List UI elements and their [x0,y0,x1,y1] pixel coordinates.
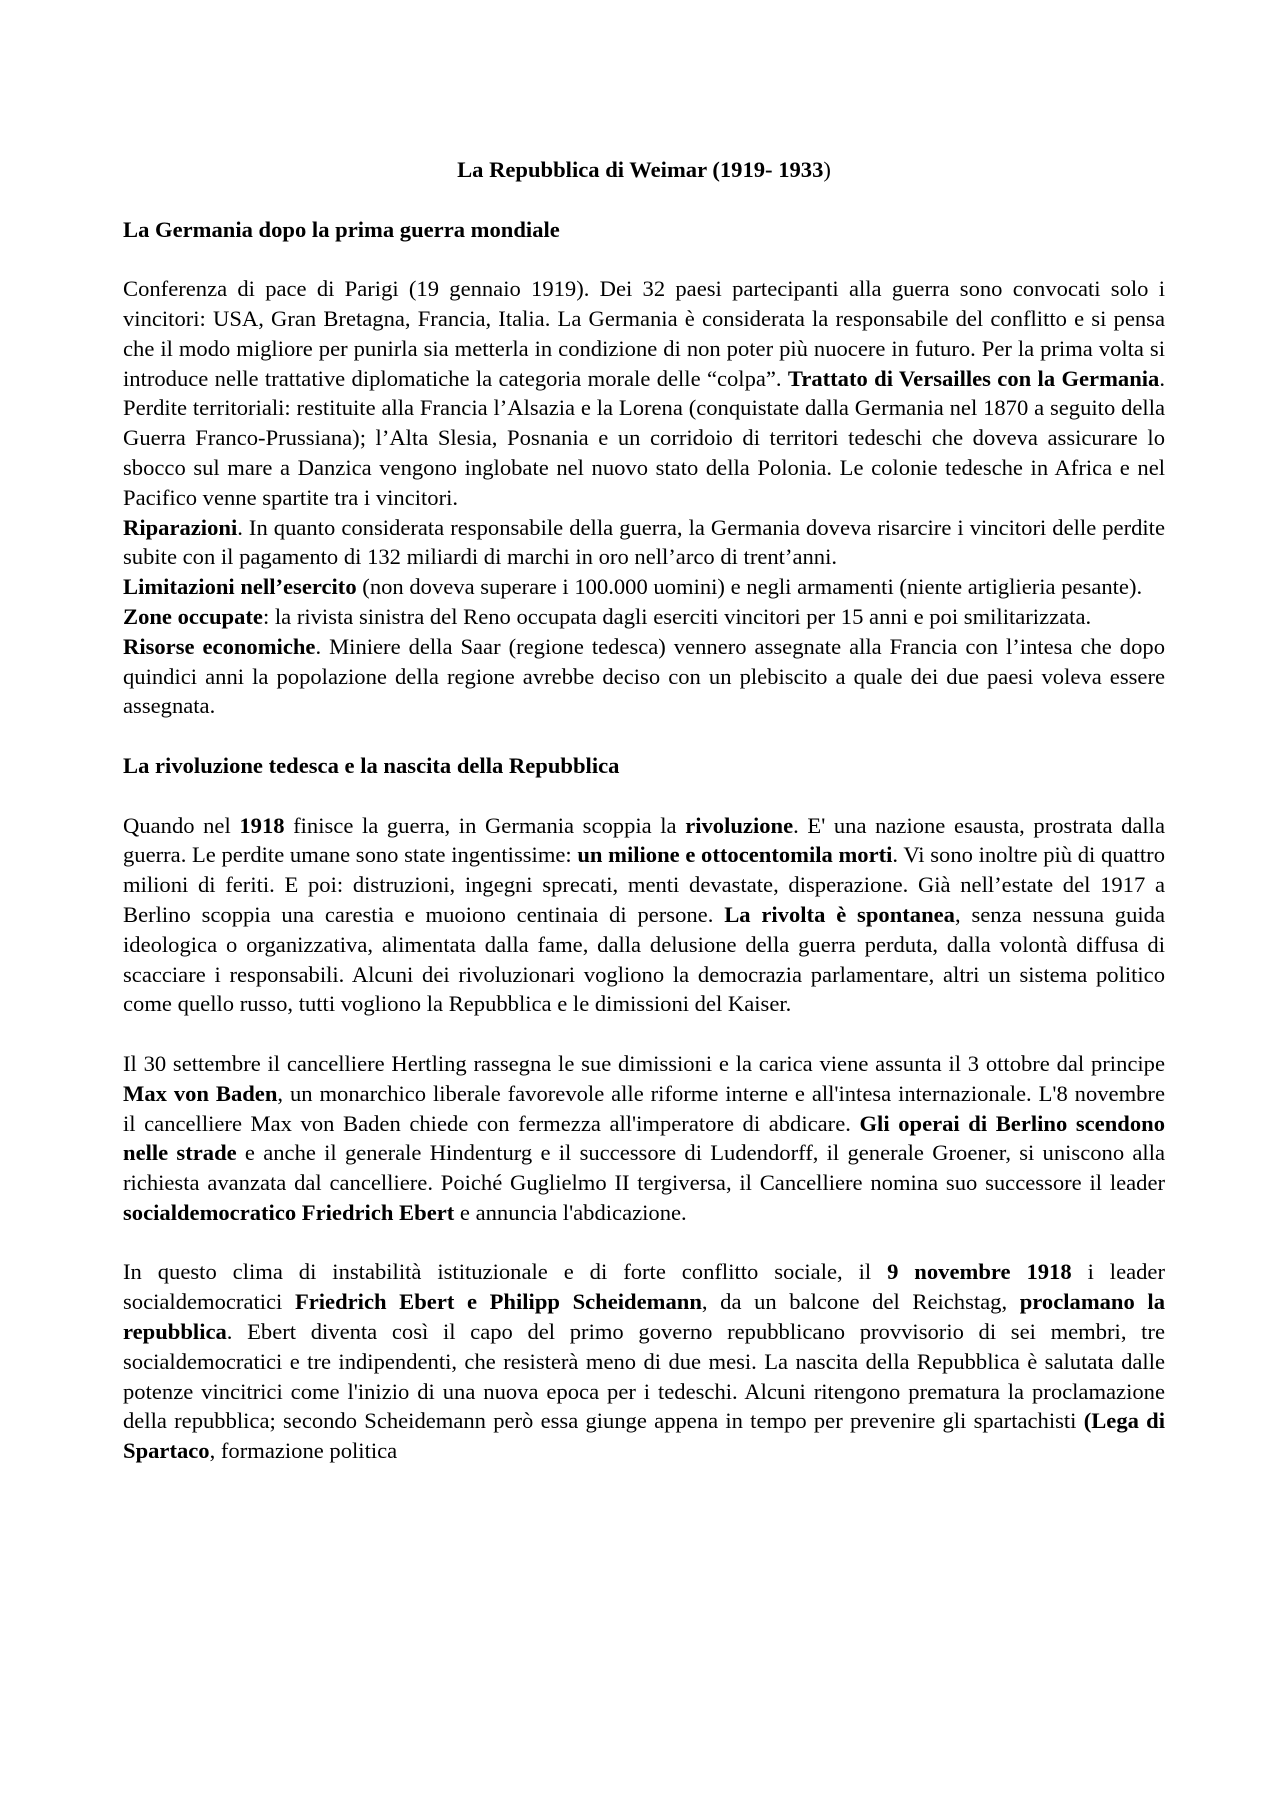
text-run: In questo clima di instabilità istituzionale e di forte conflitto sociale, il [123,1259,888,1285]
text-run: Quando nel [123,812,240,838]
bold-run: un milione e ottocentomila morti [577,842,893,868]
paragraph-proclamation [123,1257,1165,1466]
bold-run: Riparazioni [123,514,238,540]
text-run: . In quanto considerata responsabile della guerra, la Germania doveva risarcire i vincitori delle perdite subite con il pagamento di 132 miliardi di marchi in oro nell’arco di trent’anni. [123,514,1165,570]
paragraph-occupied-zones [123,602,1165,632]
section-heading-germany-after-war: La Germania dopo la prima guerra mondiale [123,216,560,242]
paragraph-economic-resources [123,632,1165,721]
bold-run: Max von Baden [123,1080,278,1106]
title-main: La Repubblica di Weimar (1919- 1933 [457,157,824,182]
text-run: . Ebert diventa così il capo del primo governo repubblicano provvisorio di sei membri, tre socialdemocratici e tre indipendenti, che resisterà meno di due mesi. La nascita della Repubblica è salutata dalle potenze vincitrici come l'inizio di una nuova epoca per i tedeschi. Alcuni ritengono prematura la proclamazione della repubblica; secondo Scheidemann però essa giunge appena in tempo per prevenire gli spartachisti [123,1319,1165,1434]
text-run: e anche il generale Hindenturg e il successore di Ludendorff, il generale Groener, si uniscono alla richiesta avanzata dal cancelliere. Poiché Guglielmo II tergiversa, il Cancelliere nomina suo successore il leader [123,1140,1165,1196]
text-run: e annuncia l'abdicazione. [454,1199,687,1225]
paragraph-reparations [123,513,1165,573]
text-run: . Vi sono inoltre più di quattro milioni di feriti. E poi: distruzioni, ingegni sprecati, menti devastate, disperazione. Già nell’estate del 1917 a Berlino scoppia una carestia e muoiono centinaia di persone. [123,842,1165,927]
text-run: Il 30 settembre il cancelliere Hertling rassegna le sue dimissioni e la carica viene assunta il 3 ottobre dal principe [123,1050,1165,1076]
text-run: , un monarchico liberale favorevole alle riforme interne e all'intesa internazionale. L'8 novembre il cancelliere Max von Baden chiede con fermezza all'imperatore di abdicare. [123,1080,1165,1136]
text-run: : la rivista sinistra del Reno occupata dagli eserciti vincitori per 15 anni e poi smilitarizzata. [262,603,1092,629]
paragraph-peace-conference [123,274,1165,512]
paragraph-army-limits [123,572,1165,602]
bold-run: Trattato di Versailles con la Germania [787,365,1160,391]
bold-run: Friedrich Ebert e Philipp Scheidemann [294,1289,702,1315]
text-run: , formazione politica [209,1438,398,1464]
document-title [123,155,1165,185]
bold-run: 9 novembre 1918 [887,1259,1072,1285]
section-heading-revolution: La rivoluzione tedesca e la nascita della Repubblica [123,752,620,778]
bold-run: rivoluzione [685,812,794,838]
bold-run: 1918 [239,812,285,838]
bold-run: Limitazioni nell’esercito [123,574,357,600]
bold-run: Gli operai di Berlino scendono nelle strade [123,1110,1165,1166]
paragraph-gap [123,1228,1165,1258]
text-run: , senza nessuna guida ideologica o organizzativa, alimentata dalla fame, dalla delusione della guerra perduta, dalla volontà diffusa di scacciare i responsabili. Alcuni dei rivoluzionari vogliono la democrazia parlamentare, altri un sistema politico come quello russo, tutti vogliono la Repubblica e le dimissioni del Kaiser. [123,901,1165,1017]
bold-run: socialdemocratico Friedrich Ebert [123,1199,455,1225]
paragraph-revolution-1918 [123,811,1165,1020]
text-run: (non doveva superare i 100.000 uomini) e negli armamenti (niente artiglieria pesante). [356,574,1143,600]
paragraph-max-von-baden [123,1049,1165,1228]
text-run: . Miniere della Saar (regione tedesca) vennero assegnate alla Francia con l’intesa che dopo quindici anni la popolazione della regione avrebbe deciso con un plebiscito a quale dei due paesi voleva essere assegnata. [123,633,1165,719]
paragraph-gap [123,1019,1165,1049]
bold-run: La rivolta è spontanea [724,901,955,927]
text-run: finisce la guerra, in Germania scoppia la [284,812,686,838]
text-run: i leader socialdemocratici [123,1259,1165,1315]
bold-run: Risorse economiche [123,633,316,659]
bold-run: proclamano la repubblica [123,1289,1165,1345]
bold-run: (Lega di Spartaco [123,1408,1165,1464]
paragraph-gap [123,721,1165,751]
text-run: , da un balcone del Reichstag, [701,1289,1020,1315]
bold-run: Zone occupate [123,603,263,629]
title-tail: ) [823,157,831,182]
text-run: . Perdite territoriali: restituite alla Francia l’Alsazia e la Lorena (conquistate dalla Germania nel 1870 a seguito della Guerra Franco-Prussiana); l’Alta Slesia, Posnania e un corridoio di territori tedeschi che doveva assicurare lo sbocco sul mare a Danzica vengono inglobate nel nuovo stato della Polonia. Le colonie tedesche in Africa e nel Pacifico venne spartite tra i vincitori. [123,365,1166,510]
text-run: . E' una nazione esausta, prostrata dalla guerra. Le perdite umane sono state ingentissime: [123,812,1165,868]
text-run: Conferenza di pace di Parigi (19 gennaio 1919). Dei 32 paesi partecipanti alla guerra sono convocati solo i vincitori: USA, Gran Bretagna, Francia, Italia. La Germania è considerata la responsabile del conflitto e si pensa che il modo migliore per punirla sia metterla in condizione di non poter più nuocere in futuro. Per la prima volta si introduce nelle trattative diplomatiche la categoria morale delle “colpa”. [123,276,1165,391]
